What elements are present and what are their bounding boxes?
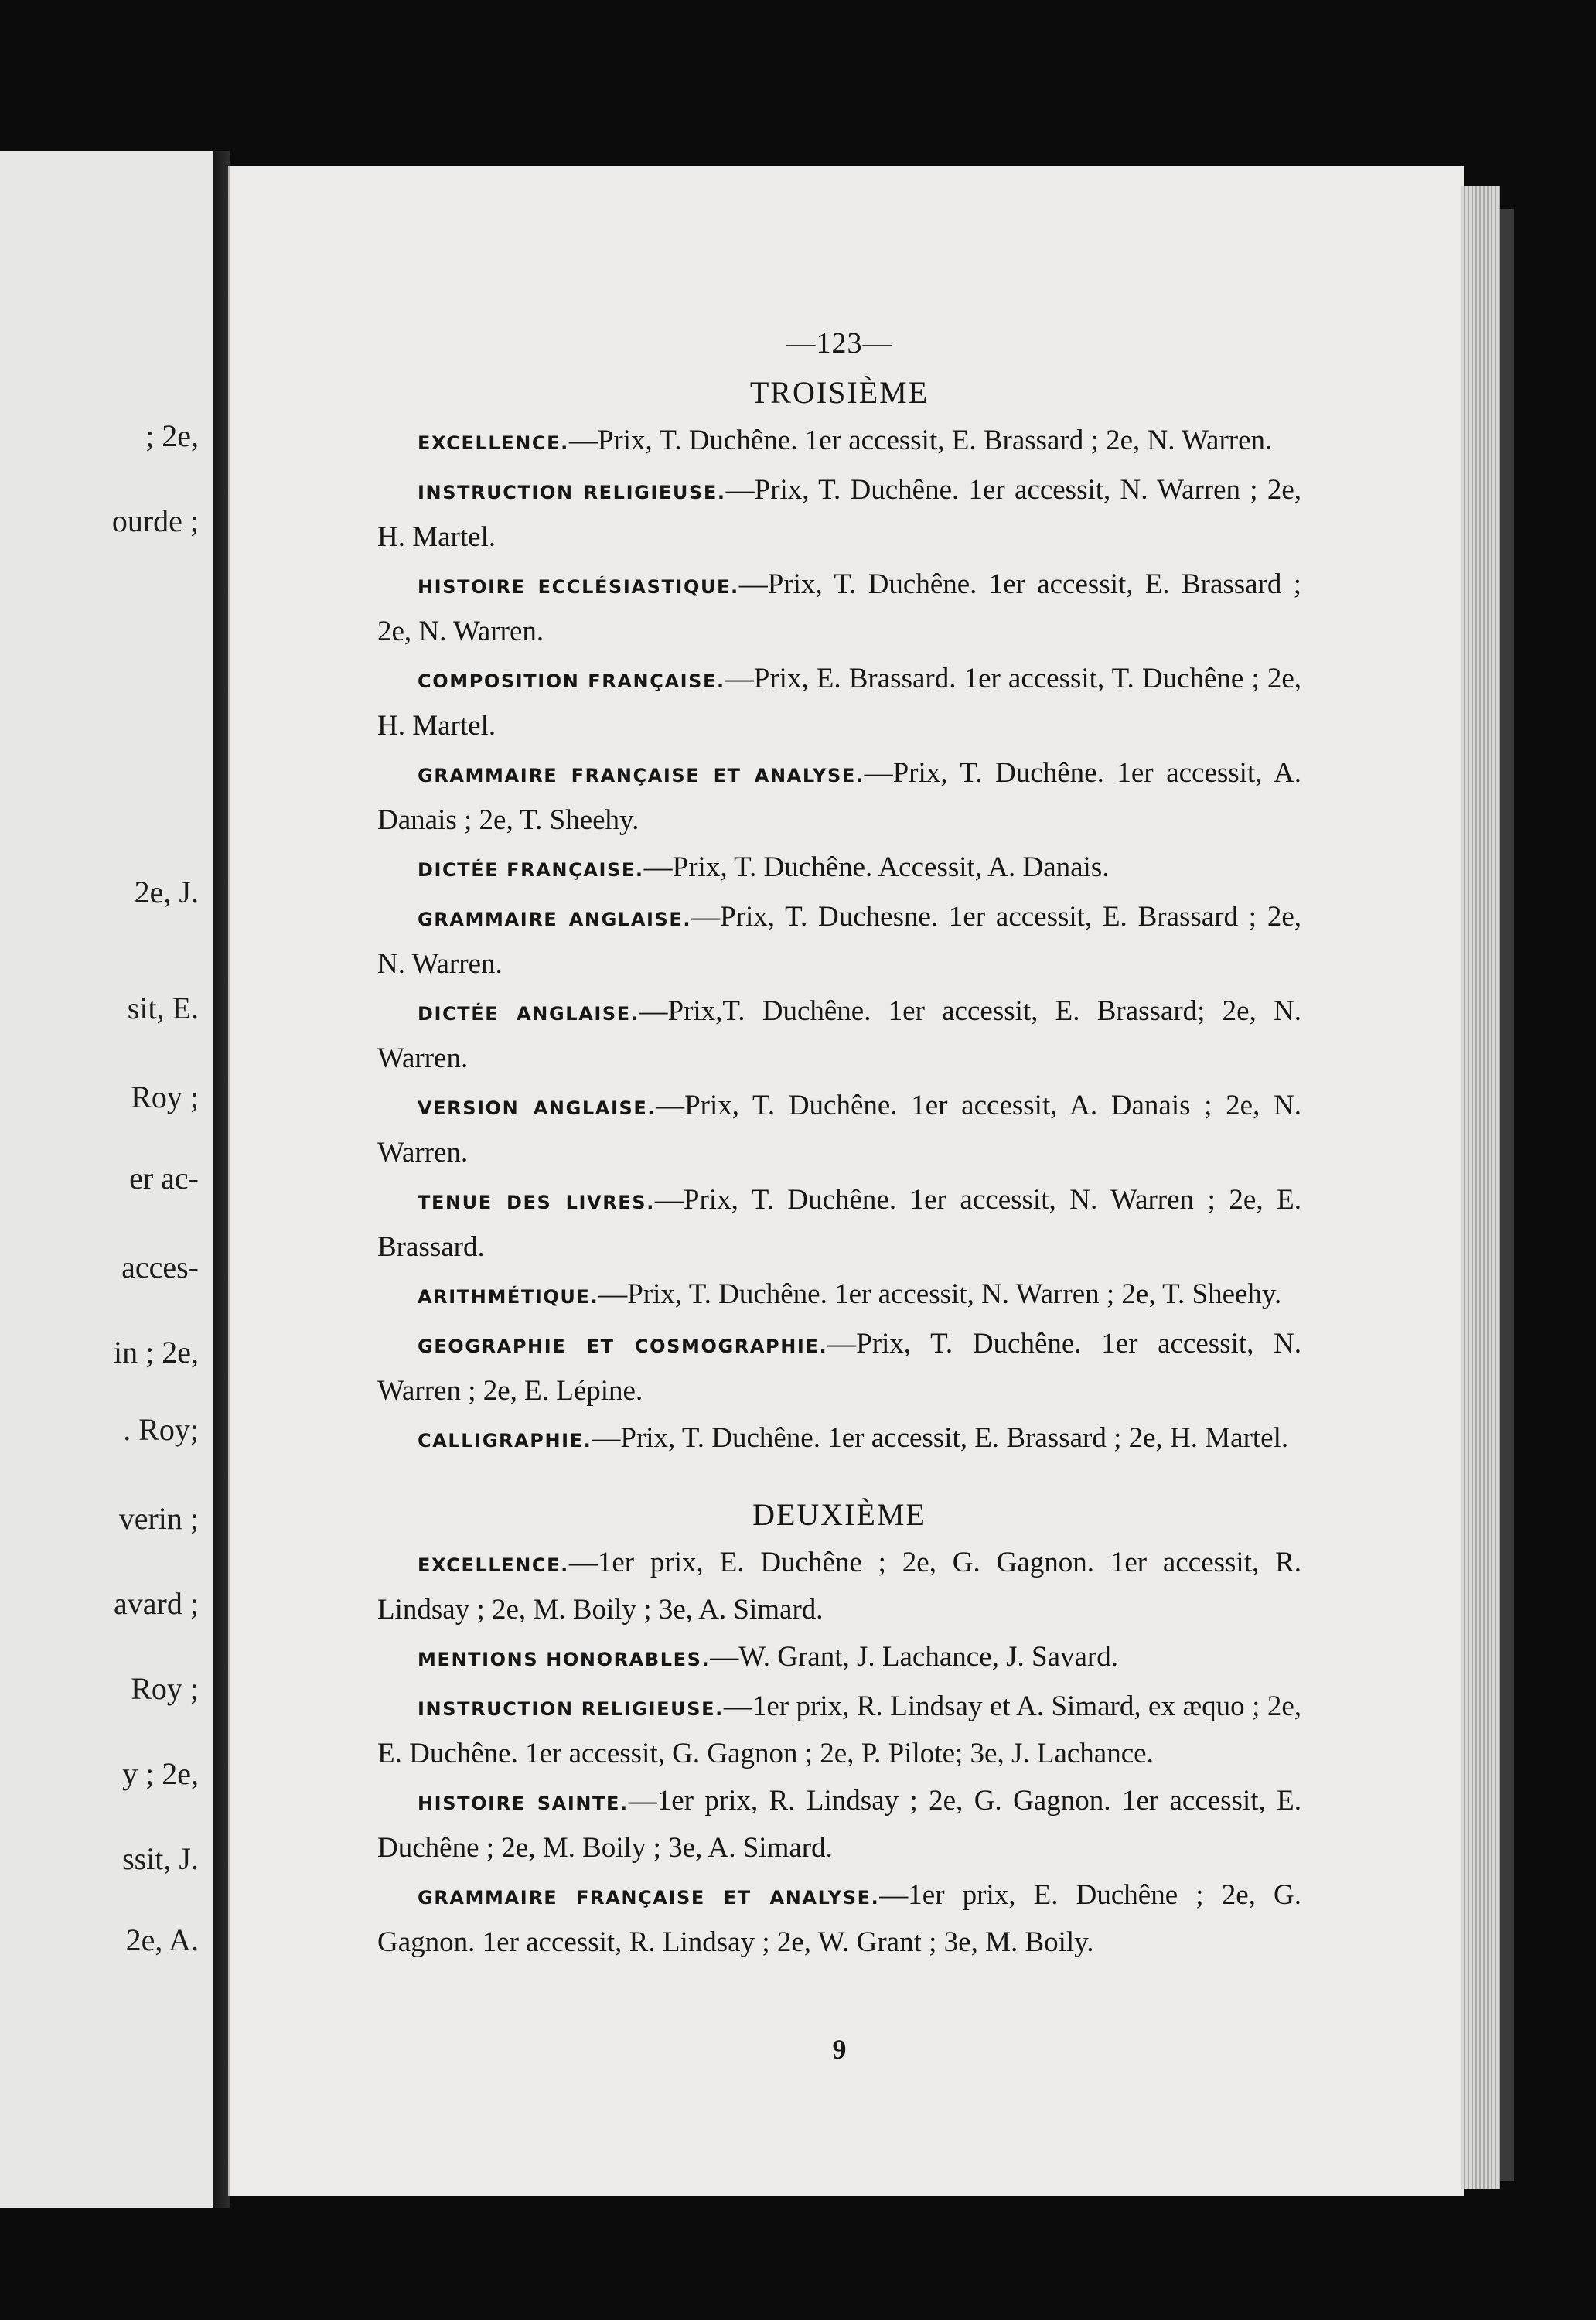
entry-label: HISTOIRE SAINTE. [418, 1793, 629, 1814]
entry-label: CALLIGRAPHIE. [418, 1430, 592, 1452]
entry-text: —Prix, T. Duchêne. 1er accessit, E. Brassard ; 2e, N. Warren. [568, 425, 1273, 456]
entry-label: GRAMMAIRE FRANÇAISE ET ANALYSE. [418, 1887, 880, 1909]
prize-entry [377, 1178, 1301, 1270]
entry-label: INSTRUCTION RELIGIEUSE. [418, 1698, 724, 1720]
left-page-fragment: sit, E. [127, 991, 199, 1025]
left-page-fragment: in ; 2e, [114, 1335, 199, 1370]
entry-text: —Prix, T. Duchêne. 1er accessit, E. Brassard ; 2e, N. Warren. [377, 568, 1301, 647]
entry-text: —1er prix, E. Duchêne ; 2e, G. Gagnon. 1er accessit, R. Lindsay ; 2e, W. Grant ; 3e, M. Boily. [377, 1879, 1301, 1958]
entry-text: —Prix, T. Duchêne. 1er accessit, A. Danais ; 2e, T. Sheehy. [377, 757, 1301, 836]
entry-text: —Prix,T. Duchêne. 1er accessit, E. Brassard; 2e, N. Warren. [377, 995, 1301, 1074]
prize-entry [377, 657, 1301, 749]
entry-label: GEOGRAPHIE ET COSMOGRAPHIE. [418, 1336, 828, 1357]
entry-label: VERSION ANGLAISE. [418, 1097, 656, 1119]
prize-entry [377, 1684, 1301, 1776]
entry-text: —Prix, T. Duchêne. 1er accessit, E. Brassard ; 2e, H. Martel. [592, 1422, 1289, 1454]
entry-text: —1er prix, R. Lindsay et A. Simard, ex æquo ; 2e, E. Duchêne. 1er accessit, G. Gagnon ; 2e, P. Pilote; 3e, J. Lachance. [377, 1691, 1301, 1769]
page-content [377, 321, 1301, 2072]
signature-mark: 9 [832, 2034, 847, 2065]
prize-entry [377, 1272, 1301, 1319]
left-page-fragment: avard ; [114, 1586, 199, 1621]
left-page-fragment: ourde ; [111, 503, 199, 538]
left-page-fragment: Roy ; [131, 1671, 199, 1706]
left-page-fragment: er ac- [129, 1161, 199, 1196]
left-page-fragment: y ; 2e, [122, 1756, 199, 1791]
section-title: DEUXIÈME [752, 1497, 926, 1532]
page-edges [1461, 186, 1500, 2189]
entry-text: —Prix, T. Duchêne. 1er accessit, N. Warren ; 2e, E. Brassard. [377, 1184, 1301, 1263]
entry-text: —1er prix, E. Duchêne ; 2e, G. Gagnon. 1er accessit, R. Lindsay ; 2e, M. Boily ; 3e, A. Simard. [377, 1547, 1301, 1626]
prize-entry [377, 1779, 1301, 1871]
left-page-fragment: ; 2e, [145, 418, 199, 453]
entry-text: —Prix, T. Duchêne. 1er accessit, A. Danais ; 2e, N. Warren. [377, 1090, 1301, 1169]
prize-entry [377, 751, 1301, 843]
section-deuxieme [377, 1540, 1301, 1965]
entry-text: —1er prix, R. Lindsay ; 2e, G. Gagnon. 1er accessit, E. Duchêne ; 2e, M. Boily ; 3e, A. Simard. [377, 1785, 1302, 1864]
entry-text: —Prix, T. Duchesne. 1er accessit, E. Brassard ; 2e, N. Warren. [377, 901, 1302, 980]
left-page-fragment: acces- [121, 1250, 199, 1285]
prize-entry [377, 1540, 1301, 1633]
entry-label: GRAMMAIRE ANGLAISE. [418, 909, 692, 930]
prize-entry [377, 1635, 1301, 1682]
prize-entry [377, 562, 1301, 654]
entry-label: ARITHMÉTIQUE. [418, 1286, 599, 1308]
prize-entry [377, 1873, 1301, 1965]
left-page-fragment: . Roy; [123, 1412, 199, 1447]
entry-text: —Prix, T. Duchêne. Accessit, A. Danais. [643, 851, 1110, 883]
entry-label: MENTIONS HONORABLES. [418, 1649, 711, 1670]
entry-label: DICTÉE FRANÇAISE. [418, 859, 644, 881]
entry-text: —Prix, E. Brassard. 1er accessit, T. Duchêne ; 2e, H. Martel. [377, 663, 1301, 742]
left-page-fragment: Roy ; [131, 1080, 199, 1114]
entry-label: TENUE DES LIVRES. [418, 1192, 655, 1213]
page-number: —123— [786, 327, 893, 360]
entry-text: —Prix, T. Duchêne. 1er accessit, N. Warren ; 2e, H. Martel. [377, 474, 1302, 553]
entry-label: COMPOSITION FRANÇAISE. [418, 670, 725, 692]
prize-entry [377, 1322, 1301, 1414]
book-cover-edge [1500, 209, 1514, 2181]
entry-label: EXCELLENCE. [418, 432, 569, 454]
entry-text: —Prix, T. Duchêne. 1er accessit, N. Warren ; 2e, T. Sheehy. [598, 1278, 1282, 1310]
prize-entry [377, 989, 1301, 1081]
left-page-fragment: 2e, J. [134, 875, 199, 909]
entry-text: —W. Grant, J. Lachance, J. Savard. [710, 1641, 1118, 1673]
entry-label: HISTOIRE ECCLÉSIASTIQUE. [418, 576, 739, 598]
book-gutter [213, 151, 230, 2208]
entry-text: —Prix, T. Duchêne. 1er accessit, N. Warren ; 2e, E. Lépine. [377, 1328, 1301, 1407]
previous-page [0, 151, 216, 2208]
section-title: TROISIÈME [749, 375, 929, 410]
left-page-fragment: ssit, J. [122, 1841, 199, 1876]
entry-label: EXCELLENCE. [418, 1554, 569, 1576]
left-page-fragment: verin ; [118, 1501, 199, 1536]
entry-label: INSTRUCTION RELIGIEUSE. [418, 482, 726, 503]
book-page [228, 166, 1464, 2196]
prize-entry [377, 1416, 1301, 1463]
prize-entry [377, 845, 1301, 892]
entry-label: GRAMMAIRE FRANÇAISE ET ANALYSE. [418, 765, 864, 786]
prize-entry [377, 1083, 1301, 1175]
prize-entry [377, 468, 1301, 560]
entry-label: DICTÉE ANGLAISE. [418, 1003, 639, 1025]
prize-entry [377, 895, 1301, 987]
section-troisieme [377, 418, 1301, 1463]
left-page-fragment: 2e, A. [125, 1923, 199, 1957]
prize-entry [377, 418, 1301, 466]
